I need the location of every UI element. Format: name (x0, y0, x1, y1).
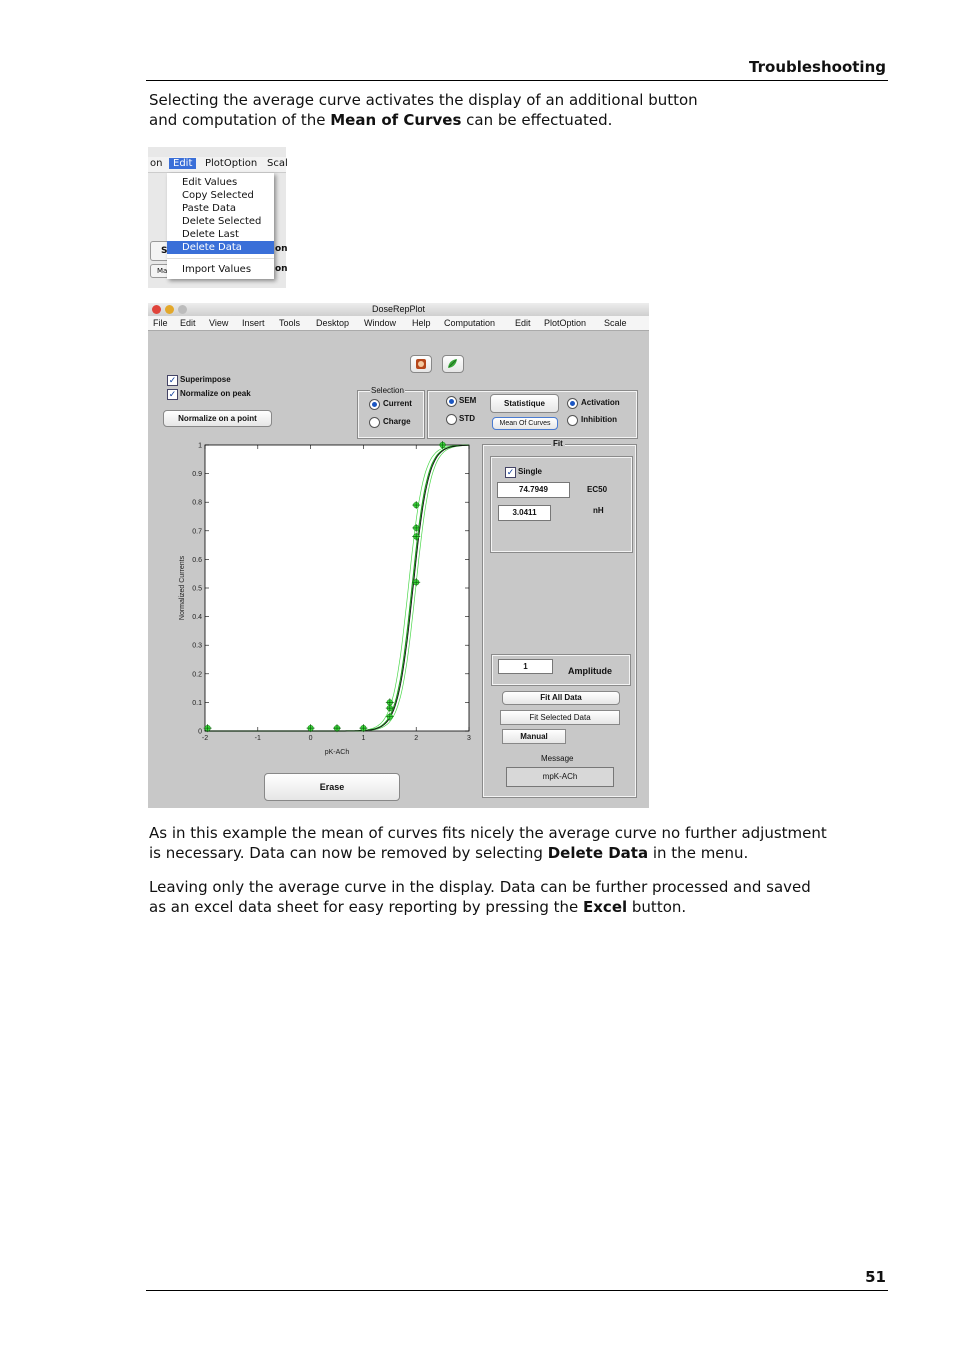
right-fragment-2: on (275, 264, 288, 274)
std-radio[interactable] (446, 414, 457, 425)
menu-window[interactable]: Window (364, 318, 397, 328)
header-rule (146, 80, 888, 81)
paragraph-3 (149, 877, 869, 917)
amplitude-label: Amplitude (568, 666, 612, 676)
menu-import-values[interactable]: Import Values (182, 264, 252, 275)
std-label: STD (459, 414, 475, 423)
para3-line2-bold: Excel (583, 898, 628, 916)
y-tick-label: 1 (198, 442, 202, 450)
para2-line2-post: in the menu. (648, 844, 749, 862)
y-tick-label: 0.8 (192, 499, 202, 507)
minimize-icon[interactable] (165, 305, 174, 314)
hidden-button-fragment[interactable]: S (150, 241, 180, 261)
menu-edit-values[interactable]: Edit Values (182, 177, 238, 188)
intro-line2-post: can be effectuated. (461, 111, 613, 129)
statistique-button[interactable]: Statistique (490, 394, 559, 413)
charge-radio[interactable] (369, 417, 380, 428)
y-tick-label: 0.3 (192, 642, 202, 650)
x-tick-label: 1 (361, 735, 366, 742)
menu-item-on[interactable]: on (150, 158, 163, 169)
menu-paste-data[interactable]: Paste Data (182, 203, 237, 214)
x-tick-label: 2 (414, 735, 419, 742)
zoom-icon[interactable] (178, 305, 187, 314)
normalize-peak-label: Normalize on peak (180, 389, 251, 398)
para3-line2-post: button. (627, 898, 687, 916)
menu-delete-last[interactable]: Delete Last (182, 229, 239, 240)
y-tick-label: 0.1 (192, 699, 202, 707)
window-titlebar (148, 303, 649, 316)
menu-tools[interactable]: Tools (279, 318, 301, 328)
selection-title: Selection (371, 386, 404, 395)
app-menubar (148, 316, 649, 331)
inhibition-label: Inhibition (581, 415, 617, 424)
superimpose-checkbox[interactable]: ✓ (168, 375, 177, 385)
normalize-peak-checkbox[interactable]: ✓ (168, 389, 177, 399)
mean-of-curves-button[interactable]: Mean Of Curves (492, 417, 558, 430)
inhibition-radio[interactable] (567, 415, 578, 426)
menu-help[interactable]: Help (412, 318, 431, 328)
y-axis-label: Normalized Currents (179, 555, 186, 621)
intro-paragraph (149, 90, 849, 130)
menu-delete-data[interactable]: Delete Data (167, 241, 274, 254)
current-radio[interactable] (369, 399, 380, 410)
intro-line1: Selecting the average curve activates the display of an additional button (149, 91, 698, 109)
para2-line1: As in this example the mean of curves fits nicely the average curve no further adjustment (149, 824, 827, 842)
menu-edit[interactable]: Edit (180, 318, 196, 328)
para2-line2-pre: is necessary. Data can now be removed by selecting (149, 844, 548, 862)
page-number: 51 (865, 1268, 886, 1286)
menu-scale[interactable]: Scale (604, 318, 627, 328)
erase-button[interactable]: Erase (264, 773, 400, 801)
plot-area (205, 445, 469, 731)
figure-icon[interactable] (410, 355, 432, 373)
close-icon[interactable] (152, 305, 161, 314)
menu-view[interactable]: View (209, 318, 229, 328)
y-tick-label: 0.5 (192, 585, 202, 593)
edit-menu-screenshot (148, 147, 286, 288)
fit-all-data-button[interactable]: Fit All Data (502, 691, 620, 705)
menu-desktop[interactable]: Desktop (316, 318, 350, 328)
hidden-small-button-fragment[interactable]: Ma (150, 264, 176, 278)
nh-field[interactable]: 3.0411 (498, 505, 551, 521)
para2-line2-bold: Delete Data (547, 844, 649, 862)
message-field: mpK-ACh (506, 767, 614, 787)
activation-radio[interactable] (567, 398, 578, 409)
y-tick-label: 0.9 (192, 471, 202, 479)
menu-separator (167, 258, 274, 259)
y-tick-label: 0.4 (192, 614, 202, 622)
fit-selected-data-button[interactable]: Fit Selected Data (500, 710, 620, 725)
paragraph-2 (149, 823, 869, 863)
nh-label: nH (593, 506, 604, 515)
ec50-field[interactable]: 74.7949 (497, 482, 570, 498)
manual-button[interactable]: Manual (502, 729, 566, 744)
x-tick-label: 3 (467, 735, 471, 742)
menu-item-edit[interactable]: Edit (169, 158, 196, 169)
current-label: Current (383, 399, 412, 408)
menu-copy-selected[interactable]: Copy Selected (182, 190, 254, 201)
amplitude-field[interactable]: 1 (498, 659, 553, 674)
para3-line2-pre: as an excel data sheet for easy reporting by pressing the (149, 898, 583, 916)
single-checkbox[interactable]: ✓ (506, 467, 515, 477)
menu-item-scale[interactable]: Scal (267, 158, 288, 169)
edit-dropdown (167, 173, 274, 279)
intro-line2-bold: Mean of Curves (330, 111, 462, 129)
sem-label: SEM (459, 396, 477, 405)
single-label: Single (518, 467, 543, 476)
superimpose-label: Superimpose (180, 375, 231, 384)
intro-line2-pre: and computation of the (149, 111, 331, 129)
menu-edit-2[interactable]: Edit (515, 318, 531, 328)
menu-delete-selected[interactable]: Delete Selected (182, 216, 262, 227)
message-label: Message (541, 754, 574, 763)
menu-computation[interactable]: Computation (444, 318, 496, 328)
ec50-label: EC50 (587, 485, 608, 494)
x-tick-label: -1 (254, 735, 261, 742)
dose-response-chart (170, 439, 475, 759)
leaf-icon[interactable] (442, 355, 464, 373)
fit-title: Fit (553, 439, 563, 448)
doserepplot-window (148, 303, 649, 808)
y-tick-label: 0 (198, 728, 202, 736)
x-tick-label: 0 (308, 735, 313, 742)
window-title: DoseRepPlot (371, 304, 426, 314)
sem-radio[interactable] (446, 396, 457, 407)
section-title: Troubleshooting (749, 58, 886, 76)
menu-insert[interactable]: Insert (242, 318, 265, 328)
x-axis-label: pK-ACh (324, 749, 350, 756)
menu-item-plotoption[interactable]: PlotOption (205, 158, 258, 169)
menu-file[interactable]: File (153, 318, 168, 328)
charge-label: Charge (383, 417, 411, 426)
right-fragment-1: on (275, 244, 288, 254)
normalize-point-button[interactable]: Normalize on a point (163, 410, 272, 427)
activation-label: Activation (581, 398, 620, 407)
footer-rule (146, 1290, 888, 1291)
para3-line1: Leaving only the average curve in the display. Data can be further processed and saved (149, 878, 811, 896)
y-tick-label: 0.2 (192, 671, 202, 679)
menu-bar (148, 157, 286, 173)
y-tick-label: 0.6 (192, 556, 202, 564)
x-tick-label: -2 (201, 735, 209, 742)
y-tick-label: 0.7 (192, 528, 202, 536)
menu-plotoption[interactable]: PlotOption (544, 318, 587, 328)
